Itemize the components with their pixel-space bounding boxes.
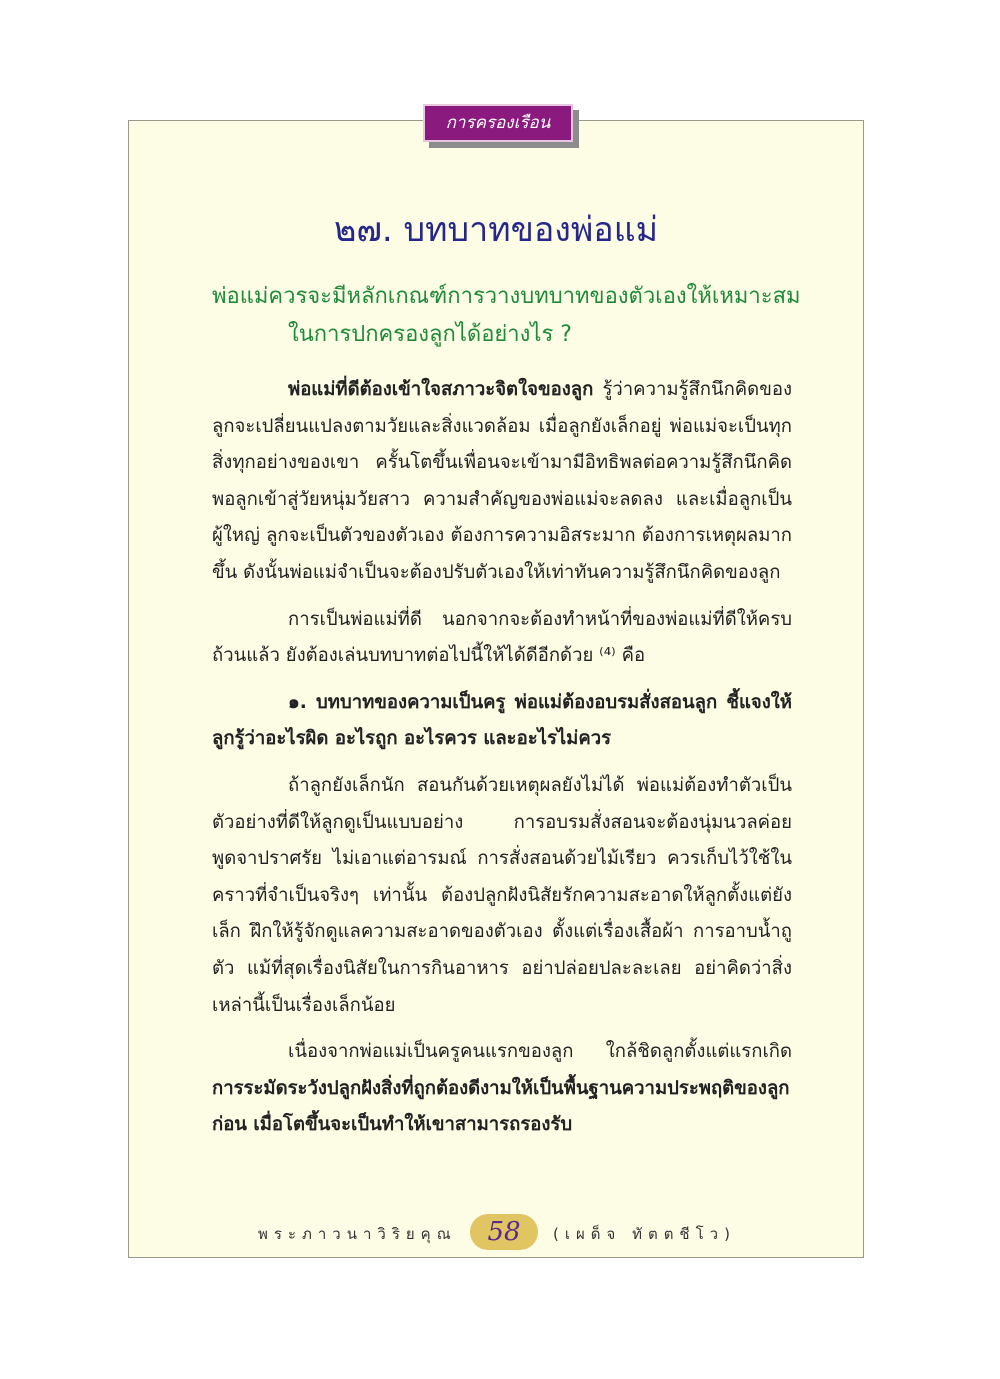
paragraph-5-bold: การระมัดระวังปลูกฝังสิ่งที่ถูกต้องดีงามให้เป็นพื้นฐานความประพฤติของลูกก่อน เมื่อโตขึ้นจะเป็นทำให้เขาสามารถรองรับ xyxy=(212,1077,790,1136)
question-block xyxy=(212,278,822,354)
section-tab: การครองเรือน xyxy=(423,104,573,142)
footer-author: (เผด็จ ทัตตชีโว) xyxy=(553,1225,736,1243)
footer-book-title: พระภาวนาวิริยคุณ xyxy=(258,1225,457,1243)
question-line-1: พ่อแม่ควรจะมีหลักเกณฑ์การวางบทบาทของตัวเองให้เหมาะสม xyxy=(212,284,801,309)
paragraph-5-text: เนื่องจากพ่อแม่เป็นครูคนแรกของลูก ใกล้ชิดลูกตั้งแต่แรกเกิด xyxy=(288,1041,792,1063)
paragraph-2: การเป็นพ่อแม่ที่ดี นอกจากจะต้องทำหน้าที่ของพ่อแม่ที่ดีให้ครบถ้วนแล้ว ยังต้องเล่นบทบาทต่อไปนี้ให้ได้ดีอีกด้วย ⁽⁴⁾ คือ xyxy=(212,608,792,667)
paragraph-1-text: รู้ว่าความรู้สึกนึกคิดของลูกจะเปลี่ยนแปลงตามวัยและสิ่งแวดล้อม เมื่อลูกยังเล็กอยู่ พ่อแม่จะเป็นทุกสิ่งทุกอย่างของเขา ครั้นโตขึ้นเพื่อนจะเข้ามามีอิทธิพลต่อความรู้สึกนึกคิด พอลูกเข้าสู่วัยหนุ่มวัยสาว ความสำคัญของพ่อแม่จะลดลง และเมื่อลูกเป็นผู้ใหญ่ ลูกจะเป็นตัวของตัวเอง ต้องการความอิสระมาก ต้องการเหตุผลมากขึ้น ดังนั้นพ่อแม่จำเป็นจะต้องปรับตัวเองให้เท่าทันความรู้สึกนึกคิดของลูก xyxy=(212,379,792,583)
paragraph-1-bold: พ่อแม่ที่ดีต้องเข้าใจสภาวะจิตใจของลูก xyxy=(288,379,594,400)
page-number-badge: 58 xyxy=(470,1214,538,1250)
paragraph-5 xyxy=(212,1034,792,1144)
chapter-title: ๒๗. บทบาทของพ่อแม่ xyxy=(333,210,659,250)
role-teacher-heading: ๑. บทบาทของความเป็นครู พ่อแม่ต้องอบรมสั่งสอนลูก ชี้แจงให้ลูกรู้ว่าอะไรผิด อะไรถูก อะไรควร และอะไรไม่ควร xyxy=(212,691,792,750)
body-text xyxy=(212,372,792,1154)
page-footer xyxy=(128,1212,864,1252)
paragraph-1 xyxy=(212,372,792,592)
question-line-2: ในการปกครองลูกได้อย่างไร ? xyxy=(288,322,572,347)
paragraph-4: ถ้าลูกยังเล็กนัก สอนกันด้วยเหตุผลยังไม่ได้ พ่อแม่ต้องทำตัวเป็นตัวอย่างที่ดีให้ลูกดูเป็นแบบอย่าง การอบรมสั่งสอนจะต้องนุ่มนวลค่อยพูดจาปราศรัย ไม่เอาแต่อารมณ์ การสั่งสอนด้วยไม้เรียว ควรเก็บไว้ใช้ในคราวที่จำเป็นจริงๆ เท่านั้น ต้องปลูกฝังนิสัยรักความสะอาดให้ลูกตั้งแต่ยังเล็ก ฝึกให้รู้จักดูแลความสะอาดของตัวเอง ตั้งแต่เรื่องเสื้อผ้า การอาบน้ำถูตัว แม้ที่สุดเรื่องนิสัยในการกินอาหาร อย่าปล่อยปละละเลย อย่าคิดว่าสิ่งเหล่านี้เป็นเรื่องเล็กน้อย xyxy=(212,774,792,1016)
